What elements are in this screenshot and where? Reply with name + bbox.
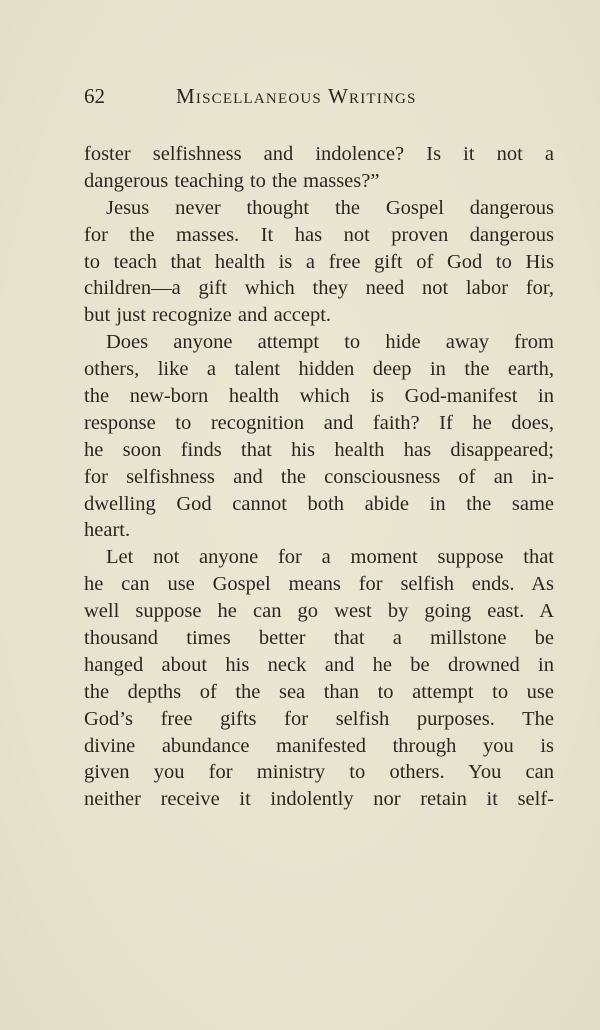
text-line: foster selfishness and indolence? Is it not a (84, 143, 554, 165)
text-line: for the masses. It has not proven dangerous (84, 223, 554, 246)
page-header (84, 84, 554, 112)
text-line: dwelling God cannot both abide in the same (84, 492, 554, 515)
text-line: Let not anyone for a moment suppose that (106, 546, 554, 569)
text-line: God’s free gifts for selfish purposes. The (84, 707, 554, 730)
text-line: heart. (84, 519, 131, 542)
text-line: the new-born health which is God-manifest in (84, 385, 554, 408)
text-line: he soon finds that his health has disappeared; (84, 438, 554, 461)
body-text (84, 141, 554, 813)
text-line: dangerous teaching to the masses?” (84, 169, 380, 192)
text-line: well suppose he can go west by going east. A (84, 600, 554, 623)
text-line: children—a gift which they need not labor for, (84, 277, 554, 300)
page-number: 62 (84, 84, 105, 108)
text-line: hanged about his neck and he be drowned in (84, 653, 554, 676)
text-line: the depths of the sea than to attempt to use (84, 680, 554, 703)
text-line: for selfishness and the consciousness of an in- (84, 465, 554, 488)
running-title: Miscellaneous Writings (176, 84, 417, 108)
text-line: but just recognize and accept. (84, 304, 332, 327)
text-line: Jesus never thought the Gospel dangerous (106, 196, 554, 219)
text-line: he can use Gospel means for selfish ends. As (84, 573, 554, 596)
text-line: response to recognition and faith? If he does, (84, 411, 554, 434)
text-line: divine abundance manifested through you is (84, 734, 554, 757)
text-line: given you for ministry to others. You can (84, 761, 554, 784)
text-line: neither receive it indolently nor retain it self- (84, 788, 554, 811)
text-line: Does anyone attempt to hide away from (106, 331, 554, 354)
text-line: others, like a talent hidden deep in the earth, (84, 358, 554, 381)
text-line: thousand times better that a millstone be (84, 627, 554, 650)
text-line: to teach that health is a free gift of God to His (84, 250, 554, 273)
